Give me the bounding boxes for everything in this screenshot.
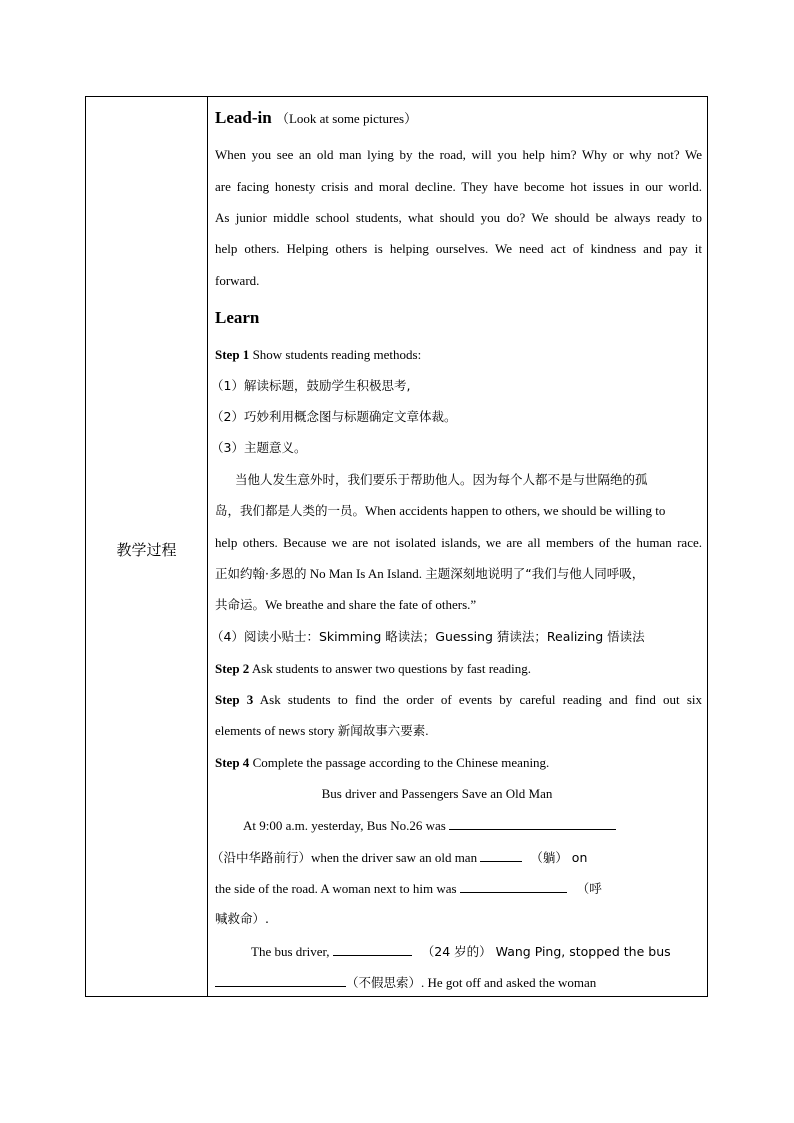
learn-heading: Learn [215, 308, 260, 327]
step-4: Step 4 Complete the passage according to the Chinese meaning. [215, 755, 550, 770]
theme-line: 正如约翰·多恩的 No Man Is An Island. 主题深刻地说明了“我们与他人同呼吸， [215, 566, 645, 581]
column-divider [207, 97, 208, 996]
step-1-label: Step 1 [215, 347, 250, 362]
answer-blank[interactable] [480, 849, 522, 862]
leadin-title: Lead-in [215, 108, 272, 127]
step-3: Step 3 Ask students to find the order of events by careful reading and find out six [215, 692, 702, 707]
leadin-subtitle: （Look at some pictures） [275, 111, 418, 126]
method-1: （1）解读标题，鼓励学生积极思考, [211, 378, 411, 393]
passage-line: （不假思索）. He got off and asked the woman [215, 974, 596, 991]
theme-line: 当他人发生意外时，我们要乐于帮助他人。因为每个人都不是与世隔绝的孤 [235, 472, 648, 487]
method-2: （2）巧妙利用概念图与标题确定文章体裁。 [211, 409, 457, 424]
passage-line: At 9:00 a.m. yesterday, Bus No.26 was [243, 817, 616, 834]
step-3-continued: elements of news story 新闻故事六要素. [215, 723, 429, 738]
theme-line: 岛，我们都是人类的一员。When accidents happen to others, we should be willing to [215, 503, 666, 518]
answer-blank[interactable] [460, 880, 567, 893]
passage-line: the side of the road. A woman next to him was （呼 [215, 881, 602, 896]
leadin-line: are facing honesty crisis and moral decline. They have become hot issues in our world. [215, 179, 702, 194]
section-label: 教学过程 [116, 541, 177, 559]
method-4: （4）阅读小贴士：Skimming 略读法；Guessing 猜读法；Realizing 悟读法 [211, 629, 645, 644]
leadin-line: As junior middle school students, what should you do? We should be always ready to [215, 210, 702, 225]
lesson-table [85, 96, 708, 997]
passage-title: Bus driver and Passengers Save an Old Man [321, 786, 553, 801]
theme-line: help others. Because we are not isolated islands, we are all members of the human race. [215, 535, 702, 550]
passage-line: （沿中华路前行）when the driver saw an old man （躺） on [211, 850, 588, 865]
answer-blank[interactable] [215, 974, 346, 987]
passage-line: The bus driver, （24 岁的） Wang Ping, stopped the bus [251, 944, 671, 959]
step-1-text: Show students reading methods: [249, 347, 422, 362]
leadin-heading [215, 108, 417, 129]
leadin-line: forward. [215, 273, 260, 288]
method-3: （3）主题意义。 [211, 440, 307, 455]
step-1 [215, 347, 421, 363]
step-2: Step 2 Ask students to answer two questions by fast reading. [215, 661, 531, 676]
passage-line: 喊救命）. [215, 911, 269, 926]
leadin-line: When you see an old man lying by the road, will you help him? Why or why not? We [215, 147, 702, 162]
leadin-line: help others. Helping others is helping ourselves. We need act of kindness and pay it [215, 241, 702, 256]
answer-blank[interactable] [333, 943, 412, 956]
answer-blank[interactable] [449, 817, 616, 830]
left-cell [86, 97, 207, 996]
theme-line: 共命运。We breathe and share the fate of others.” [215, 597, 477, 612]
